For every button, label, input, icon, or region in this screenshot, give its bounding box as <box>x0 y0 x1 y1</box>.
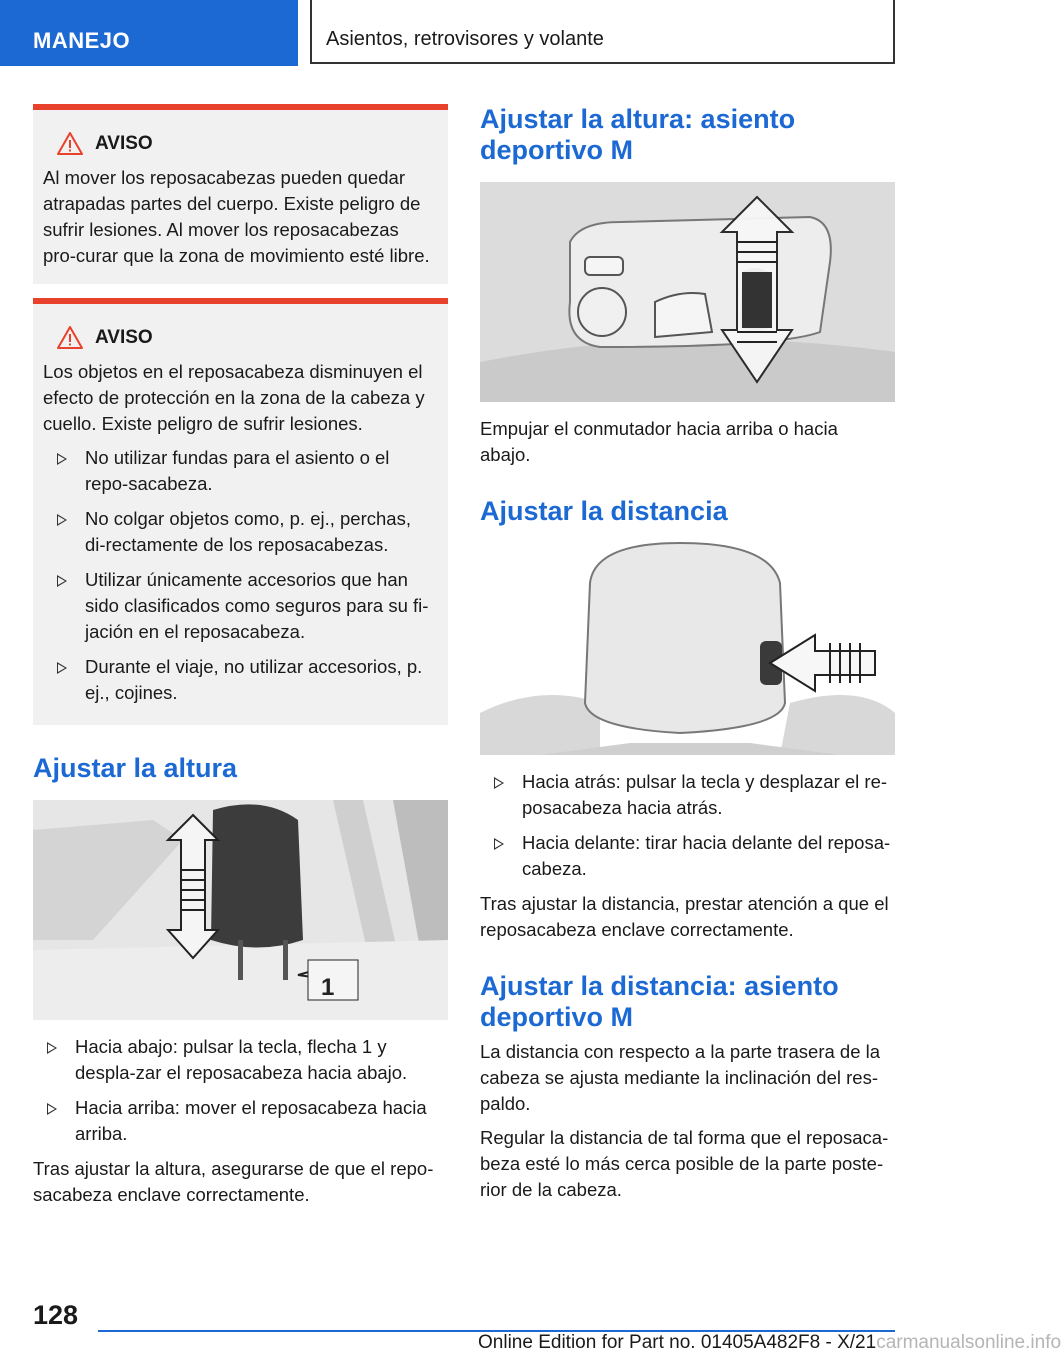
right-column <box>480 104 895 1203</box>
warning-text: Al mover los reposacabezas pueden quedar atrapadas partes del cuerpo. Existe peligro de sufrir lesiones. Al mover los reposacabezas pro-curar que la zona de movimiento esté libre. <box>43 167 430 266</box>
section-heading-distancia-m: Ajustar la distancia: asiento deportivo M <box>480 971 839 1032</box>
callout-number: 1 <box>321 974 335 1001</box>
altura-note: Tras ajustar la altura, asegurarse de que el repo-sacabeza enclave correctamente. <box>33 1158 434 1205</box>
bullet-triangle-icon <box>57 453 67 465</box>
page-number: 128 <box>33 1300 79 1330</box>
warning-title <box>43 326 436 349</box>
distancia-m-paragraph-1: La distancia con respecto a la parte trasera de la cabeza se ajusta mediante la inclinación del res-paldo. <box>480 1041 881 1114</box>
distancia-list <box>480 769 895 882</box>
watermark-text: carmanualsonline.info <box>876 1332 1061 1353</box>
warning-box-1 <box>33 104 448 284</box>
list-item: No colgar objetos como, p. ej., perchas, di-rectamente de los reposacabezas. <box>43 506 436 558</box>
list-item: Durante el viaje, no utilizar accesorios, p. ej., cojines. <box>43 654 436 706</box>
headrest-height-illustration <box>33 800 448 1020</box>
list-item: Utilizar únicamente accesorios que han sido clasificados como seguros para su fi-jación en el reposacabeza. <box>43 567 436 645</box>
bullet-triangle-icon <box>57 575 67 587</box>
distancia-note: Tras ajustar la distancia, prestar atención a que el reposacabeza enclave correctamente. <box>480 893 889 940</box>
chapter-title: Asientos, retrovisores y volante <box>310 0 895 64</box>
bullet-triangle-icon <box>494 838 504 850</box>
warning-title <box>43 132 436 155</box>
list-item: No utilizar fundas para el asiento o el repo-sacabeza. <box>43 445 436 497</box>
distancia-m-paragraph-2: Regular la distancia de tal forma que el reposaca-beza esté lo más cerca posible de la parte poste-rior de la cabeza. <box>480 1127 889 1200</box>
bullet-triangle-icon <box>57 662 67 674</box>
section-heading-distancia: Ajustar la distancia <box>480 496 728 526</box>
edition-text: Online Edition for Part no. 01405A482F8 - X/21 <box>478 1332 877 1353</box>
list-item: Hacia delante: tirar hacia delante del reposa-cabeza. <box>480 830 895 882</box>
warning-triangle-icon <box>57 326 83 349</box>
footer-edition <box>478 1332 1061 1354</box>
altura-list <box>33 1034 448 1147</box>
warning-list <box>43 445 436 706</box>
section-heading-altura-m: Ajustar la altura: asiento deportivo M <box>480 104 796 165</box>
bullet-triangle-icon <box>57 514 67 526</box>
bullet-triangle-icon <box>47 1042 57 1054</box>
altura-m-text: Empujar el conmutador hacia arriba o hacia abajo. <box>480 418 838 465</box>
left-column <box>33 104 448 1208</box>
section-tab: MANEJO <box>0 0 298 66</box>
warning-text: Los objetos en el reposacabeza disminuyen el efecto de protección en la zona de la cabeza y cuello. Existe peligro de sufrir lesiones. <box>43 361 425 434</box>
warning-box-2 <box>33 298 448 725</box>
bullet-triangle-icon <box>494 777 504 789</box>
list-item: Hacia arriba: mover el reposacabeza hacia arriba. <box>33 1095 448 1147</box>
sport-seat-switch-illustration <box>480 182 895 402</box>
warning-label: AVISO <box>95 132 153 154</box>
list-item: Hacia abajo: pulsar la tecla, flecha 1 y despla-zar el reposacabeza hacia abajo. <box>33 1034 448 1086</box>
section-heading-altura: Ajustar la altura <box>33 753 238 783</box>
headrest-distance-illustration <box>480 543 895 755</box>
warning-triangle-icon <box>57 132 83 155</box>
bullet-triangle-icon <box>47 1103 57 1115</box>
warning-label: AVISO <box>95 326 153 348</box>
list-item: Hacia atrás: pulsar la tecla y desplazar el re-posacabeza hacia atrás. <box>480 769 895 821</box>
